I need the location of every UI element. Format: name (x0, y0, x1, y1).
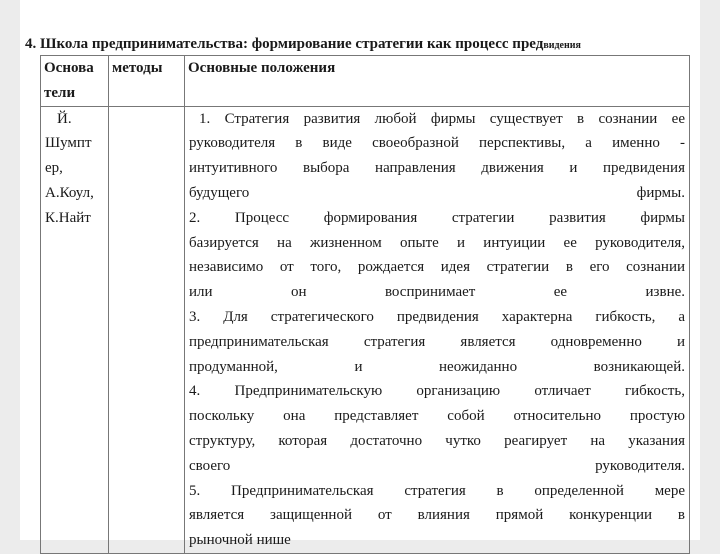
author-line: Й. (57, 110, 72, 127)
positions-line: рыночной нише (189, 532, 291, 549)
positions-line: 2. Процесс формирования стратегии развития фирмы (189, 209, 685, 226)
positions-line: руководителя в виде своеобразной перспективы, а именно - (189, 135, 685, 152)
positions-line: предпринимательская стратегия является одновременно и (189, 333, 685, 350)
content-row (41, 106, 690, 553)
header-methods: методы (109, 56, 185, 107)
author-line: ер, (45, 160, 63, 177)
header-founders-line-2: тели (44, 84, 76, 101)
positions-line: независимо от того, рождается идея стратегии в его сознании (189, 259, 685, 276)
positions-line: продуманной, и неожиданно возникающей. (189, 358, 685, 375)
positions-line: интуитивного выбора направления движения и предвидения (189, 160, 685, 177)
author-line: К.Найт (45, 209, 91, 226)
positions-line: 4. Предпринимательскую организацию отличает гибкость, (189, 383, 685, 400)
author-line: А.Коул, (45, 184, 94, 201)
positions-line: 1. Стратегия развития любой фирмы существует в сознании ее (199, 110, 685, 127)
positions-cell (185, 106, 690, 553)
title-tail: видения (543, 40, 581, 51)
positions-line: 5. Предпринимательская стратегия в определенной мере (189, 482, 685, 499)
author-line: Шумпт (45, 135, 92, 152)
positions-line: или он воспринимает ее извне. (189, 284, 685, 301)
authors-cell (41, 106, 109, 553)
positions-line: базируется на жизненном опыте и интуиции ее руководителя, (189, 234, 685, 251)
header-founders-line-1: Основа (44, 60, 94, 76)
positions-line: структуру, которая достаточно чутко реагирует на указания (189, 432, 685, 449)
slide-title (25, 36, 700, 53)
positions-line: 3. Для стратегического предвидения характерна гибкость, а (189, 308, 685, 325)
positions-line: своего руководителя. (189, 457, 685, 474)
schools-table (40, 55, 690, 554)
methods-cell (109, 106, 185, 553)
positions-line: является защищенной от влияния прямой конкуренции в (189, 507, 685, 524)
positions-line: поскольку она представляет собой относительно простую (189, 408, 685, 425)
title-main: 4. Школа предпринимательства: формирование стратегии как процесс пред (25, 36, 544, 52)
header-positions: Основные положения (185, 56, 690, 107)
header-founders (41, 56, 109, 107)
header-row (41, 56, 690, 107)
positions-line: будущего фирмы. (189, 184, 685, 201)
